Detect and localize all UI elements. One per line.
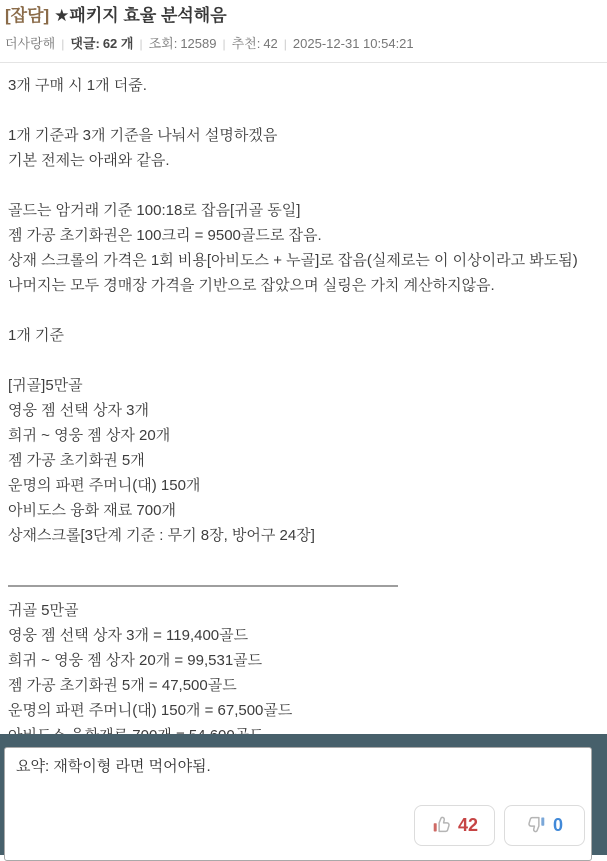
body-line: 젬 가공 초기화권 5개 xyxy=(8,452,145,469)
post-title xyxy=(5,5,599,27)
body-line: 기본 전제는 아래와 같음. xyxy=(8,152,170,169)
summary-text: 요약: 재학이형 라면 먹어야됨. xyxy=(16,758,211,775)
body-line: 젬 가공 초기화권은 100크리 = 9500골드로 잡음. xyxy=(8,227,322,244)
body-line: [귀골]5만골 xyxy=(8,377,83,394)
body-line: 상재 스크롤의 가격은 1회 비용[아비도스 + 누골]로 잡음(실제로는 이 이상이라고 봐도됨) xyxy=(8,252,578,269)
downvote-button[interactable] xyxy=(504,805,585,846)
views-label: 조회: xyxy=(148,36,178,51)
body-line: 1개 기준과 3개 기준을 나눠서 설명하겠음 xyxy=(8,127,278,144)
body-line: —————————————————————————— xyxy=(8,577,398,594)
post-meta xyxy=(5,36,599,52)
body-line: 상재스크롤[3단계 기준 : 무기 8장, 방어구 24장] xyxy=(8,527,315,544)
body-line: 희귀 ~ 영웅 젬 상자 20개 xyxy=(8,427,171,444)
post-header xyxy=(0,0,607,52)
body-line: 운명의 파편 주머니(대) 150개 xyxy=(8,477,201,494)
summary-overlay-panel xyxy=(0,734,607,855)
body-line xyxy=(8,173,599,198)
meta-divider: | xyxy=(61,37,65,51)
body-line: 아비도스 융화 재료 700개 xyxy=(8,502,176,519)
body-line: 영웅 젬 선택 상자 3개 xyxy=(8,402,149,419)
body-line: 영웅 젬 선택 상자 3개 = 119,400골드 xyxy=(8,627,249,644)
post-title-text: ★패키지 효율 분석해음 xyxy=(54,6,227,25)
upvote-button[interactable] xyxy=(414,805,495,846)
meta-divider: | xyxy=(222,37,226,51)
post-body xyxy=(0,63,607,748)
body-line xyxy=(8,348,599,373)
body-line: 3개 구매 시 1개 더줌. xyxy=(8,77,147,94)
body-line: 희귀 ~ 영웅 젬 상자 20개 = 99,531골드 xyxy=(8,652,263,669)
comments-label: 댓글: xyxy=(70,36,100,51)
post-category-badge: [잡담] xyxy=(5,6,50,25)
likes-label: 추천: xyxy=(231,36,261,51)
post-timestamp: 2025-12-31 10:54:21 xyxy=(292,36,414,51)
body-line: 1개 기준 xyxy=(8,327,64,344)
body-line: 젬 가공 초기화권 5개 = 47,500골드 xyxy=(8,677,237,694)
body-line: 나머지는 모두 경매장 가격을 기반으로 잡았으며 실링은 가치 계산하지않음. xyxy=(8,277,495,294)
upvote-count: 42 xyxy=(457,815,479,835)
body-line: 운명의 파편 주머니(대) 150개 = 67,500골드 xyxy=(8,702,293,719)
meta-divider: | xyxy=(283,37,287,51)
meta-divider: | xyxy=(139,37,143,51)
thumbs-up-icon xyxy=(431,814,452,838)
body-line xyxy=(8,98,599,123)
body-line xyxy=(8,298,599,323)
views-count: 12589 xyxy=(180,36,217,51)
likes-count: 42 xyxy=(263,36,278,51)
vote-buttons xyxy=(414,805,585,846)
summary-box xyxy=(4,747,592,861)
downvote-count: 0 xyxy=(552,815,563,835)
thumbs-down-icon xyxy=(526,814,547,838)
comments-count: 62 개 xyxy=(102,36,134,51)
body-line: 골드는 암거래 기준 100:18로 잡음[귀골 동일] xyxy=(8,202,301,219)
body-line xyxy=(8,548,599,573)
body-line: 귀골 5만골 xyxy=(8,602,79,619)
author-name[interactable]: 더사랑해 xyxy=(5,36,56,51)
